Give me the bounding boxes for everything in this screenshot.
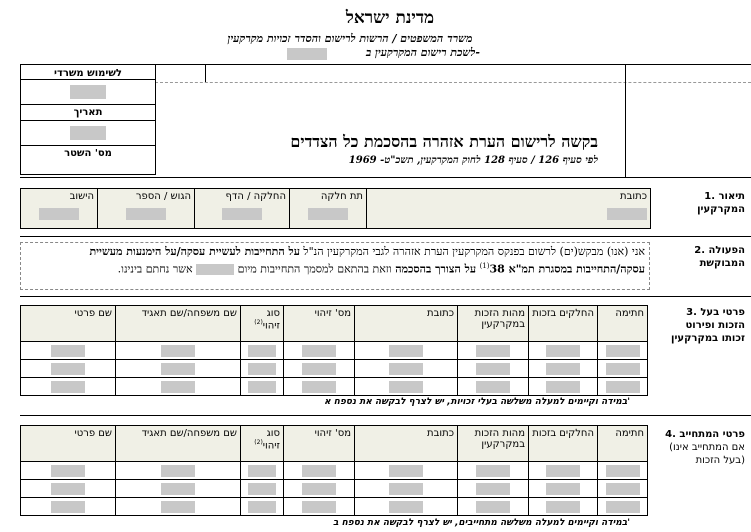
right-margin (625, 64, 751, 177)
state-title: מדינת ישראל (345, 8, 435, 28)
cell-field[interactable] (161, 363, 195, 375)
table-row (21, 342, 648, 360)
col-address: כתובת (355, 426, 458, 462)
cell-field[interactable] (606, 345, 640, 357)
cell-field[interactable] (51, 501, 85, 513)
cell-field[interactable] (302, 465, 336, 477)
office-use-title: לשימוש משרדי (54, 68, 122, 79)
table-row (21, 360, 648, 378)
section4-note: במידה וקיימים למעלה משלשה מתחייבים, יש לצרף לבקשה את נספח ב' (333, 518, 630, 528)
cell-field[interactable] (389, 501, 423, 513)
cell-field[interactable] (476, 381, 510, 393)
col-id-type: סוג זיהוי$^{(2)}$ (241, 426, 284, 462)
cell-field[interactable] (161, 381, 195, 393)
subparcel-field[interactable] (308, 208, 348, 220)
rule (20, 236, 751, 237)
cell-field[interactable] (248, 501, 276, 513)
cell-field[interactable] (302, 345, 336, 357)
cell-field[interactable] (389, 363, 423, 375)
block-field[interactable] (126, 208, 166, 220)
rule (205, 64, 206, 82)
office-use-box (20, 64, 156, 175)
settlement-field[interactable] (39, 208, 79, 220)
col-id-number: מס' זיהוי (284, 426, 355, 462)
cell-field[interactable] (606, 483, 640, 495)
cell-field[interactable] (389, 483, 423, 495)
col-subparcel: תת חלקה (290, 189, 367, 229)
col-signature: חתימה (598, 426, 648, 462)
section3-note: במידה וקיימים למעלה משלשה בעלי זכויות, יש לצרף לבקשה את נספח א' (324, 397, 630, 407)
cell-field[interactable] (546, 483, 580, 495)
col-last-name: שם משפחה/שם תאגיד (116, 306, 241, 342)
cell-field[interactable] (248, 363, 276, 375)
section2-text: אני (אנו) מבקש(ים) לרשום בפנקס המקרקעין הערת אזהרה לגבי המקרקעין הנ"ל על התחייבות לעשיית עסקה/על הימנעות מעשיית עסקה/התחייבות במסגרת תמ"א 38$^{(1)}$ על הצורך בהסכמה וזאת בהתאם למסמך התחייבות מיום אשר נחתם בינינו. (20, 242, 650, 290)
office-line: לשכת רישום המקרקעין ב- (365, 46, 480, 59)
col-right-nature: מהות הזכות במקרקעין (458, 306, 529, 342)
section4-table (20, 425, 648, 516)
cell-field[interactable] (161, 501, 195, 513)
cell-field[interactable] (51, 465, 85, 477)
section4-label: 4. פרטי המתחייב (אם המתחייב אינו בעל הזכות) (665, 429, 745, 466)
cell-field[interactable] (476, 483, 510, 495)
form-subtitle: לפי סעיף 126 / סעיף 128 לחוק המקרקעין, תשכ"ט- 1969 (348, 155, 598, 166)
office-field[interactable] (70, 85, 106, 99)
rule (20, 296, 751, 297)
col-parcel: החלקה / הדף (195, 189, 290, 229)
rule (20, 177, 751, 178)
cell-field[interactable] (476, 501, 510, 513)
section3-label: 3. פרטי בעל הזכות ופירוט זכותו במקרקעין (671, 307, 745, 344)
cell-field[interactable] (248, 483, 276, 495)
cell-field[interactable] (248, 465, 276, 477)
cell-field[interactable] (476, 465, 510, 477)
table-row (21, 378, 648, 396)
section3-table (20, 305, 648, 396)
cell-field[interactable] (161, 345, 195, 357)
col-shares: החלקים בזכות (529, 306, 598, 342)
cell-field[interactable] (546, 345, 580, 357)
cell-field[interactable] (302, 483, 336, 495)
cell-field[interactable] (51, 345, 85, 357)
cell-field[interactable] (606, 465, 640, 477)
col-address: כתובת (367, 189, 651, 229)
address-field[interactable] (607, 208, 647, 220)
date-label: תאריך (73, 107, 103, 118)
cell-field[interactable] (389, 465, 423, 477)
table-row (21, 462, 648, 480)
col-address: כתובת (355, 306, 458, 342)
cell-field[interactable] (161, 483, 195, 495)
cell-field[interactable] (248, 345, 276, 357)
table-row (21, 498, 648, 516)
cell-field[interactable] (302, 381, 336, 393)
col-id-type: סוג זיהוי$^{(2)}$ (241, 306, 284, 342)
cell-field[interactable] (546, 381, 580, 393)
col-shares: החלקים בזכות (529, 426, 598, 462)
cell-field[interactable] (51, 483, 85, 495)
col-right-nature: מהות הזכות במקרקעין (458, 426, 529, 462)
col-id-number: מס' זיהוי (284, 306, 355, 342)
commitment-date-field[interactable] (196, 264, 234, 275)
rule (20, 415, 751, 416)
cell-field[interactable] (302, 501, 336, 513)
form-title: בקשה לרישום הערת אזהרה בהסכמת כל הצדדים (290, 132, 598, 151)
cell-field[interactable] (546, 363, 580, 375)
cell-field[interactable] (606, 501, 640, 513)
cell-field[interactable] (546, 501, 580, 513)
cell-field[interactable] (476, 345, 510, 357)
section2-label: 2. הפעולה המבוקשת (694, 245, 745, 269)
col-first-name: שם פרטי (21, 306, 116, 342)
section1-label: 1. תיאור המקרקעין (697, 191, 745, 215)
deed-number-label: מס' השטר (64, 148, 112, 159)
col-signature: חתימה (598, 306, 648, 342)
cell-field[interactable] (161, 465, 195, 477)
cell-field[interactable] (606, 363, 640, 375)
cell-field[interactable] (51, 381, 85, 393)
cell-field[interactable] (302, 363, 336, 375)
cell-field[interactable] (476, 363, 510, 375)
date-field[interactable] (70, 126, 106, 140)
cell-field[interactable] (389, 345, 423, 357)
parcel-field[interactable] (222, 208, 262, 220)
col-block: הגוש / הספר (98, 189, 195, 229)
ministry-line: משרד המשפטים / הרשות לרישום והסדר זכויות מקרקעין (227, 32, 473, 45)
cell-field[interactable] (51, 363, 85, 375)
section1-table (20, 188, 651, 229)
office-input[interactable] (287, 48, 327, 60)
col-first-name: שם פרטי (21, 426, 116, 462)
col-last-name: שם משפחה/שם תאגיד (116, 426, 241, 462)
table-row (21, 480, 648, 498)
cell-field[interactable] (606, 381, 640, 393)
cell-field[interactable] (248, 381, 276, 393)
cell-field[interactable] (389, 381, 423, 393)
col-settlement: הישוב (21, 189, 98, 229)
cell-field[interactable] (546, 465, 580, 477)
